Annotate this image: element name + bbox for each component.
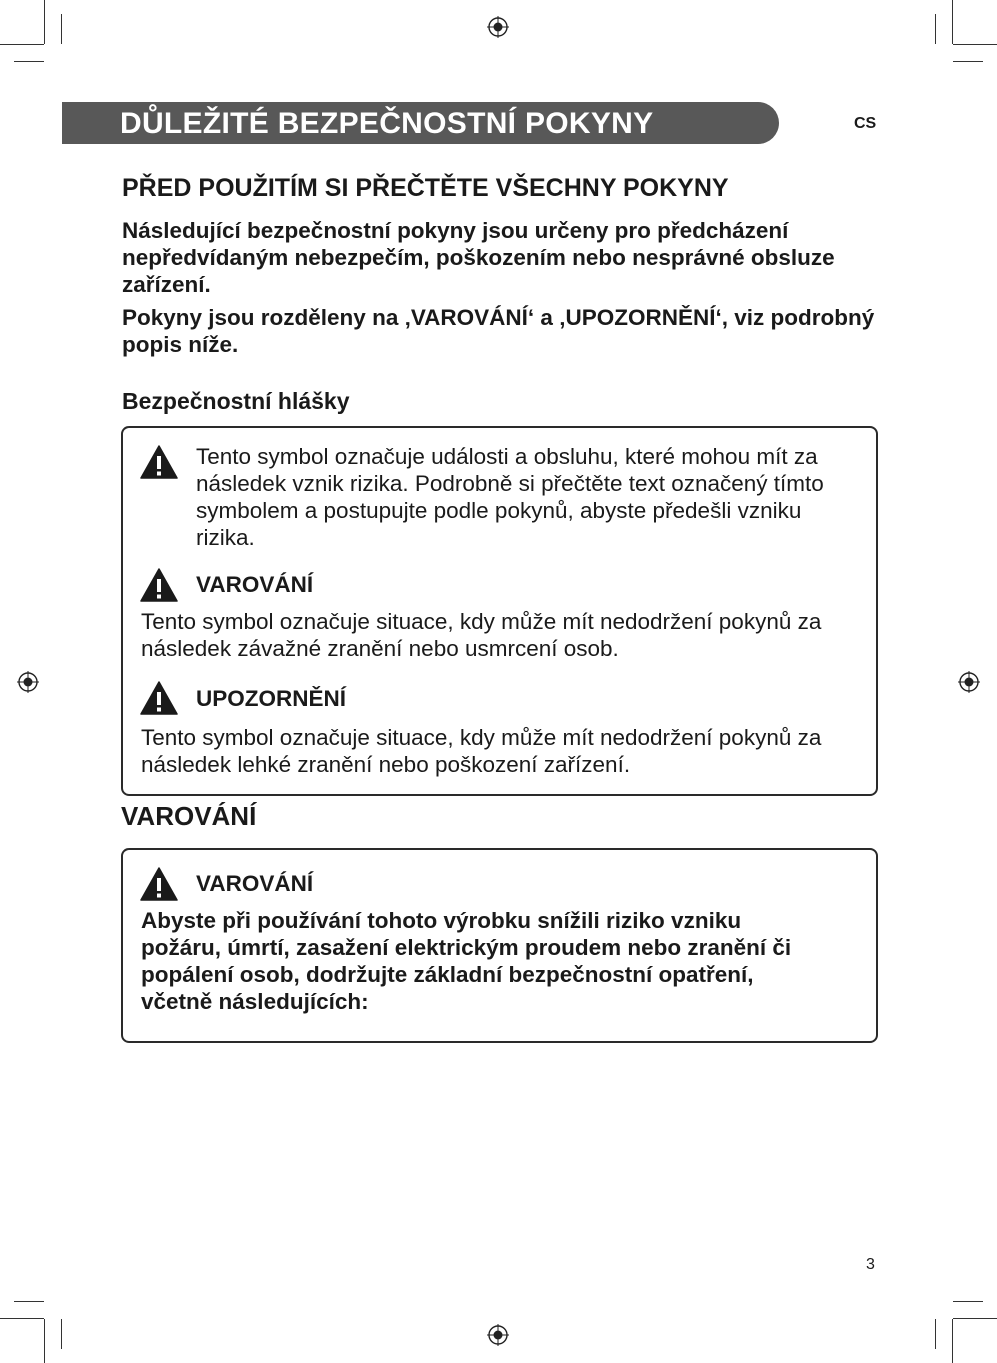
warning-triangle-icon [140, 867, 178, 901]
caution-label: UPOZORNĚNÍ [196, 686, 347, 711]
crop-mark [44, 1319, 45, 1363]
header-band [62, 102, 779, 144]
crop-mark [952, 0, 953, 44]
crop-mark [14, 61, 44, 62]
language-code: CS [854, 115, 877, 132]
page-number: 3 [866, 1256, 875, 1273]
crop-mark [935, 14, 936, 44]
crop-mark [953, 61, 983, 62]
crop-mark [952, 1319, 953, 1363]
warning-box [121, 848, 878, 1043]
intro-paragraph: Následující bezpečnostní pokyny jsou určeny pro předcházení nepředvídaným nebezpečím, poškozením nebo nesprávné obsluze zařízení. [122, 218, 835, 297]
warning-box-text: Abyste při používání tohoto výrobku snížili riziko vzniku požáru, úmrtí, zasažení elektrickým proudem nebo zranění či popálení osob, dodržujte základní bezpečnostní opatření, včetně následujících: [141, 908, 792, 1014]
crop-mark [61, 14, 62, 44]
symbol-description: Tento symbol označuje události a obsluhu, které mohou mít za následek vznik rizika. Podrobně si přečtěte text označený tímto symbolem a postupujte podle pokynů, abyste předešli vzniku rizika. [196, 444, 824, 550]
warning-label: VAROVÁNÍ [196, 572, 314, 597]
crop-mark [44, 0, 45, 44]
warning-triangle-icon [140, 681, 178, 715]
registration-mark-icon [958, 671, 980, 693]
registration-mark-icon [487, 1324, 509, 1346]
crop-mark [0, 44, 44, 45]
intro-paragraph: Pokyny jsou rozděleny na ‚VAROVÁNÍ‘ a ‚UPOZORNĚNÍ‘, viz podrobný popis níže. [122, 305, 875, 357]
section-heading: PŘED POUŽITÍM SI PŘEČTĚTE VŠECHNY POKYNY [122, 174, 729, 202]
safety-messages-heading: Bezpečnostní hlášky [122, 388, 350, 414]
crop-mark [0, 1318, 44, 1319]
registration-mark-icon [487, 16, 509, 38]
crop-mark [953, 1318, 997, 1319]
registration-mark-icon [17, 671, 39, 693]
caution-description: Tento symbol označuje situace, kdy může mít nedodržení pokynů za následek lehké zranění nebo poškození zařízení. [141, 725, 822, 777]
crop-mark [953, 44, 997, 45]
safety-messages-box [121, 426, 878, 796]
warning-description: Tento symbol označuje situace, kdy může mít nedodržení pokynů za následek závažné zranění nebo usmrcení osob. [141, 609, 822, 661]
crop-mark [61, 1319, 62, 1349]
warning-section-heading: VAROVÁNÍ [121, 801, 257, 831]
warning-triangle-icon [140, 568, 178, 602]
page-title: DŮLEŽITÉ BEZPEČNOSTNÍ POKYNY [120, 107, 654, 140]
crop-mark [935, 1319, 936, 1349]
crop-mark [14, 1301, 44, 1302]
warning-triangle-icon [140, 445, 178, 479]
crop-mark [953, 1301, 983, 1302]
warning-box-label: VAROVÁNÍ [196, 871, 314, 896]
